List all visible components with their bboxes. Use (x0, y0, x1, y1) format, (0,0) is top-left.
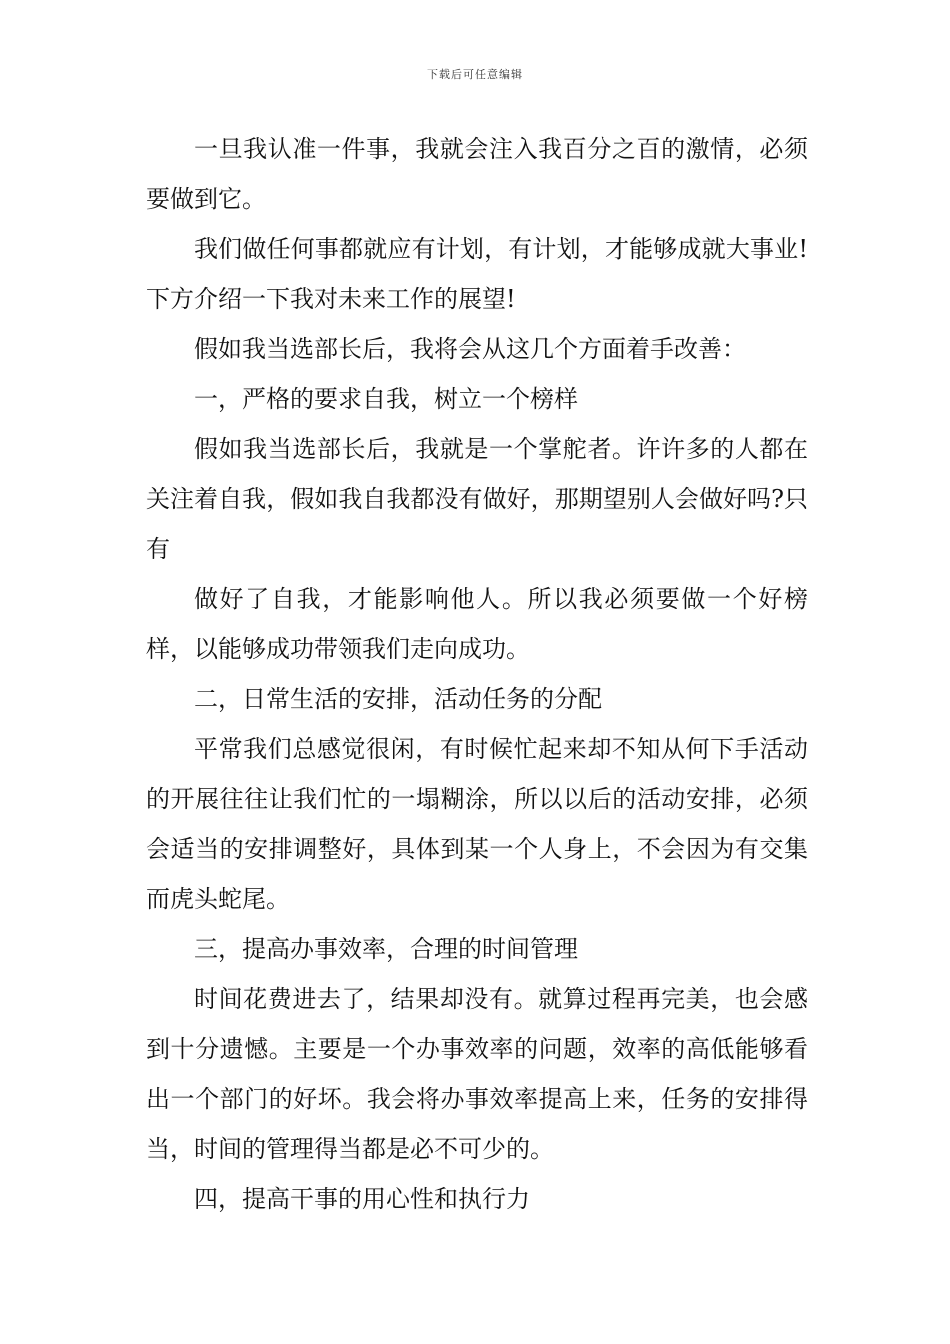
section-heading-4: 四，提高干事的用心性和执行力 (194, 1185, 530, 1213)
paragraph-5: 做好了自我，才能影响他人。所以我必须要做一个好榜样，以能够成功带领我们走向成功。 (146, 585, 808, 663)
paragraph-6: 平常我们总感觉很闲，有时候忙起来却不知从何下手活动的开展往往让我们忙的一塌糊涂，所以以后的活动安排，必须会适当的安排调整好，具体到某一个人身上，不会因为有交集而虎头蛇尾。 (146, 735, 808, 913)
paragraph-1: 一旦我认准一件事，我就会注入我百分之百的激情，必须要做到它。 (146, 135, 808, 213)
page-header-note: 下载后可任意编辑 (427, 68, 523, 81)
paragraph-2: 我们做任何事都就应有计划，有计划，才能够成就大事业!下方介绍一下我对未来工作的展望! (146, 235, 808, 313)
section-heading-2: 二，日常生活的安排，活动任务的分配 (194, 685, 602, 713)
paragraph-3: 假如我当选部长后，我将会从这几个方面着手改善： (194, 335, 746, 363)
document-body (146, 124, 808, 1224)
section-heading-3: 三，提高办事效率，合理的时间管理 (194, 935, 578, 963)
paragraph-4: 假如我当选部长后，我就是一个掌舵者。许许多的人都在关注着自我，假如我自我都没有做好，那期望别人会做好吗?只有 (146, 435, 808, 563)
section-heading-1: 一，严格的要求自我，树立一个榜样 (194, 385, 578, 413)
paragraph-7: 时间花费进去了，结果却没有。就算过程再完美，也会感到十分遗憾。主要是一个办事效率的问题，效率的高低能够看出一个部门的好坏。我会将办事效率提高上来，任务的安排得当，时间的管理得当都是必不可少的。 (146, 985, 808, 1163)
